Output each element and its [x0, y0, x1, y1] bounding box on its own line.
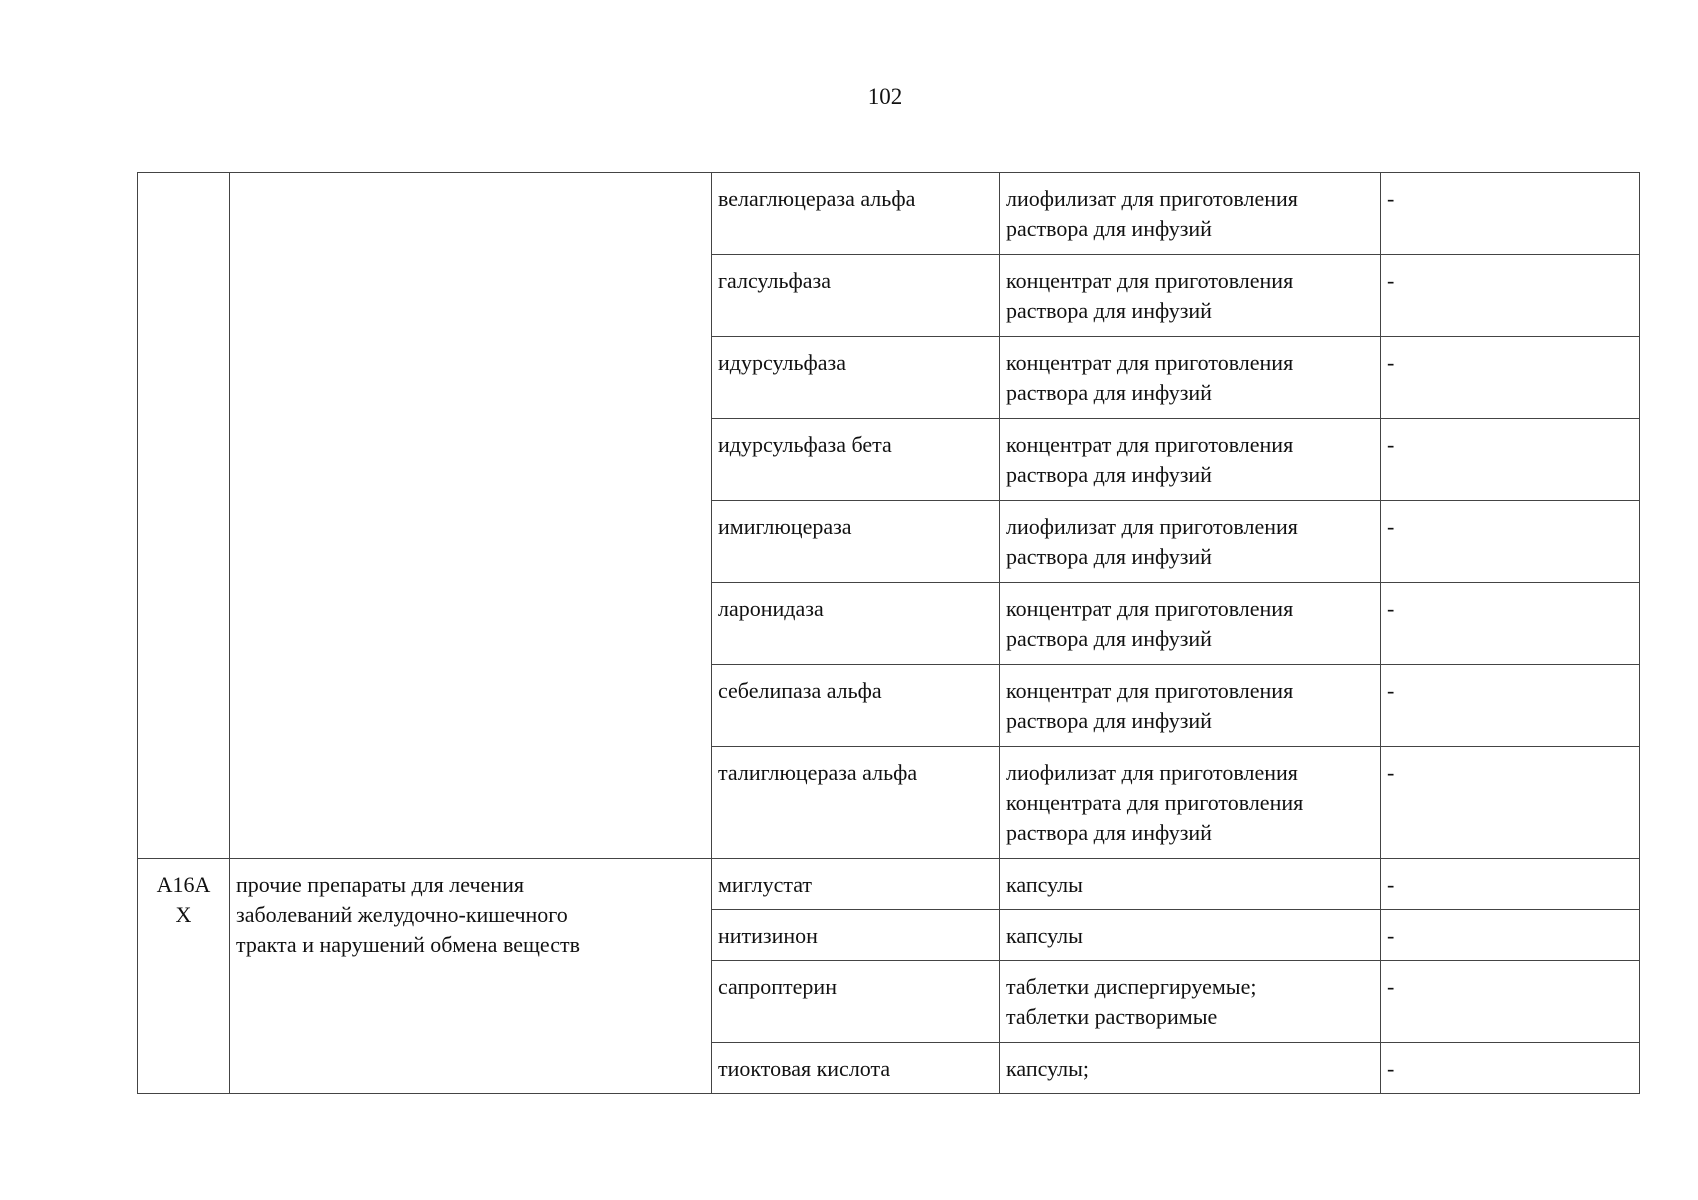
dosage-form	[1000, 255, 1381, 337]
page-number: 102	[867, 84, 903, 109]
dosage-form-line: концентрат для приготовления	[1006, 596, 1294, 621]
dosage-form-line: лиофилизат для приготовления	[1006, 514, 1298, 539]
group-name-line: заболеваний желудочно-кишечного	[236, 902, 568, 927]
dosage-form	[1000, 910, 1381, 961]
dosage-form-line: таблетки растворимые	[1006, 1004, 1218, 1029]
atc-code-cell	[138, 859, 230, 1094]
drug-name: ларонидаза	[712, 583, 1000, 665]
note: -	[1381, 337, 1640, 419]
note: -	[1381, 859, 1640, 910]
note: -	[1381, 665, 1640, 747]
drug-name: велаглюцераза альфа	[712, 173, 1000, 255]
dosage-form	[1000, 583, 1381, 665]
dosage-form-line: раствора для инфузий	[1006, 544, 1212, 569]
group-name-cell	[230, 173, 712, 859]
dosage-form-line: раствора для инфузий	[1006, 216, 1212, 241]
drug-name: себелипаза альфа	[712, 665, 1000, 747]
drug-name: галсульфаза	[712, 255, 1000, 337]
note: -	[1381, 747, 1640, 859]
note: -	[1381, 583, 1640, 665]
dosage-form-line: раствора для инфузий	[1006, 708, 1212, 733]
drug-name: сапроптерин	[712, 961, 1000, 1043]
note: -	[1381, 419, 1640, 501]
group-name-line: тракта и нарушений обмена веществ	[236, 932, 580, 957]
drug-name: имиглюцераза	[712, 501, 1000, 583]
dosage-form-line: концентрат для приготовления	[1006, 268, 1294, 293]
note: -	[1381, 961, 1640, 1043]
dosage-form-line: лиофилизат для приготовления	[1006, 186, 1298, 211]
dosage-form-line: капсулы	[1006, 872, 1083, 897]
dosage-form	[1000, 337, 1381, 419]
dosage-form	[1000, 961, 1381, 1043]
atc-code-line: A16A	[156, 872, 211, 897]
dosage-form-line: концентрата для приготовления	[1006, 790, 1304, 815]
group-name-cell	[230, 859, 712, 1094]
dosage-form-line: раствора для инфузий	[1006, 462, 1212, 487]
atc-code-line: X	[175, 902, 192, 927]
dosage-form-line: раствора для инфузий	[1006, 820, 1212, 845]
drug-table	[137, 172, 1640, 1094]
dosage-form-line: концентрат для приготовления	[1006, 678, 1294, 703]
note: -	[1381, 501, 1640, 583]
note: -	[1381, 910, 1640, 961]
dosage-form-line: раствора для инфузий	[1006, 298, 1212, 323]
dosage-form	[1000, 859, 1381, 910]
dosage-form-line: раствора для инфузий	[1006, 626, 1212, 651]
table-row	[138, 859, 1640, 910]
drug-name: миглустат	[712, 859, 1000, 910]
dosage-form-line: концентрат для приготовления	[1006, 432, 1294, 457]
dosage-form-line: концентрат для приготовления	[1006, 350, 1294, 375]
drug-name: идурсульфаза бета	[712, 419, 1000, 501]
dosage-form	[1000, 747, 1381, 859]
drug-name: талиглюцераза альфа	[712, 747, 1000, 859]
note: -	[1381, 255, 1640, 337]
dosage-form	[1000, 173, 1381, 255]
dosage-form	[1000, 665, 1381, 747]
table-row	[138, 173, 1640, 255]
atc-code-cell	[138, 173, 230, 859]
dosage-form	[1000, 501, 1381, 583]
group-name-line: прочие препараты для лечения	[236, 872, 524, 897]
dosage-form-line: раствора для инфузий	[1006, 380, 1212, 405]
dosage-form-line: капсулы;	[1006, 1056, 1089, 1081]
dosage-form	[1000, 1043, 1381, 1094]
dosage-form	[1000, 419, 1381, 501]
dosage-form-line: лиофилизат для приготовления	[1006, 760, 1298, 785]
drug-name: идурсульфаза	[712, 337, 1000, 419]
drug-name: нитизинон	[712, 910, 1000, 961]
dosage-form-line: таблетки диспергируемые;	[1006, 974, 1257, 999]
drug-name: тиоктовая кислота	[712, 1043, 1000, 1094]
note: -	[1381, 1043, 1640, 1094]
dosage-form-line: капсулы	[1006, 923, 1083, 948]
note: -	[1381, 173, 1640, 255]
